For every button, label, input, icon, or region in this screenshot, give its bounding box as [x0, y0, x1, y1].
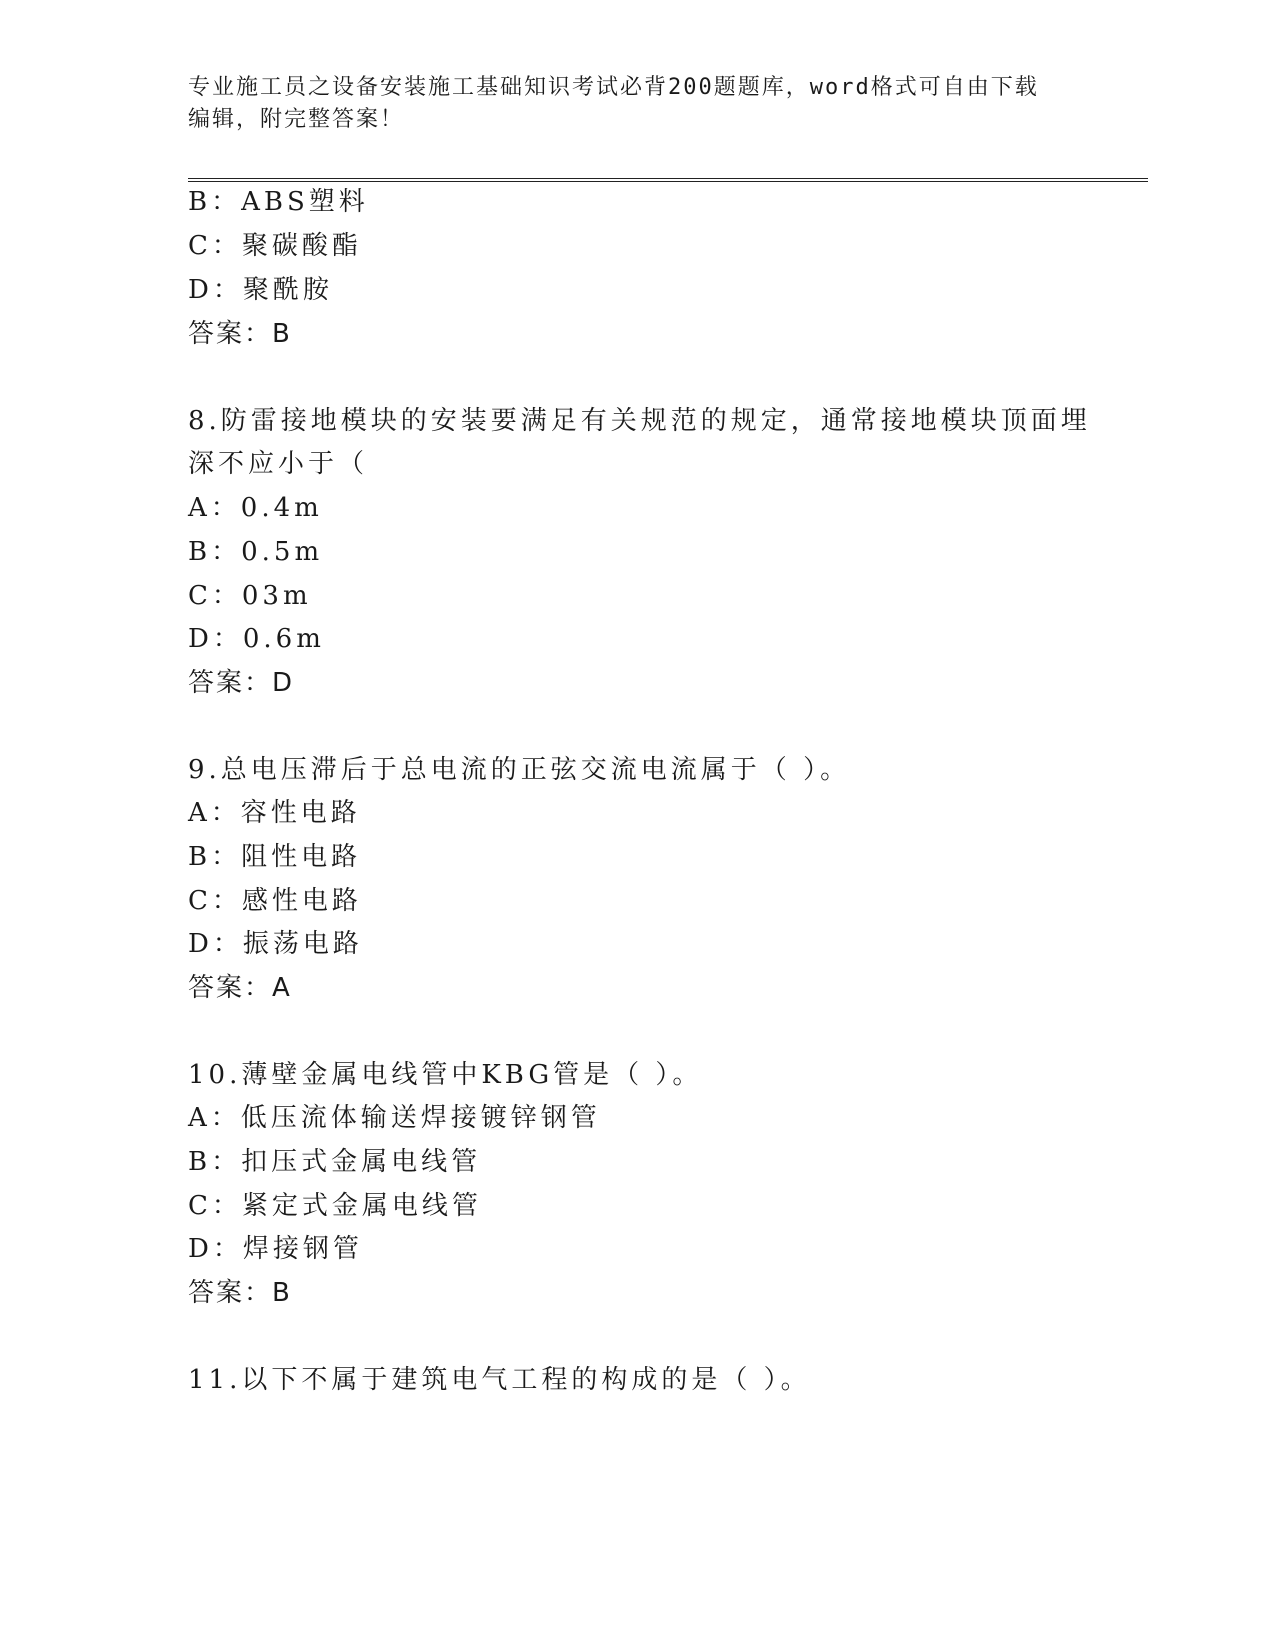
option-line: C：聚碳酸酯 — [188, 231, 362, 261]
question-line: 10.薄壁金属电线管中KBG管是（ ）。 — [188, 1060, 703, 1090]
question-line: 8.防雷接地模块的安装要满足有关规范的规定，通常接地模块顶面埋 — [188, 406, 1091, 436]
option-line: A：容性电路 — [188, 798, 361, 828]
option-line: D：焊接钢管 — [188, 1234, 363, 1264]
question-line: 深不应小于（ — [188, 449, 369, 479]
option-line: B：ABS塑料 — [188, 187, 369, 217]
header-line-1: 专业施工员之设备安装施工基础知识考试必背200题题库，word格式可自由下载 — [188, 75, 1039, 100]
answer-line: 答案：B — [188, 1278, 292, 1308]
option-line: A：低压流体输送焊接镀锌钢管 — [188, 1103, 601, 1133]
option-line: D：0.6m — [188, 624, 325, 654]
option-line: B：阻性电路 — [188, 842, 362, 872]
option-line: C：03m — [188, 581, 312, 611]
option-line: C：紧定式金属电线管 — [188, 1191, 482, 1221]
document-header — [188, 72, 1068, 136]
answer-line: 答案：B — [188, 319, 292, 349]
option-line: D：聚酰胺 — [188, 275, 333, 305]
answer-line: 答案：D — [188, 668, 295, 698]
option-line: D：振荡电路 — [188, 929, 363, 959]
option-line: A：0.4m — [188, 493, 323, 523]
answer-line: 答案：A — [188, 973, 292, 1003]
question-line: 11.以下不属于建筑电气工程的构成的是（ ）。 — [188, 1365, 811, 1395]
question-line: 9.总电压滞后于总电流的正弦交流电流属于（ ）。 — [188, 755, 851, 785]
option-line: C：感性电路 — [188, 886, 362, 916]
header-divider — [188, 178, 1148, 182]
option-line: B：扣压式金属电线管 — [188, 1147, 482, 1177]
option-line: B：0.5m — [188, 537, 324, 567]
header-line-2: 编辑，附完整答案！ — [188, 107, 405, 132]
